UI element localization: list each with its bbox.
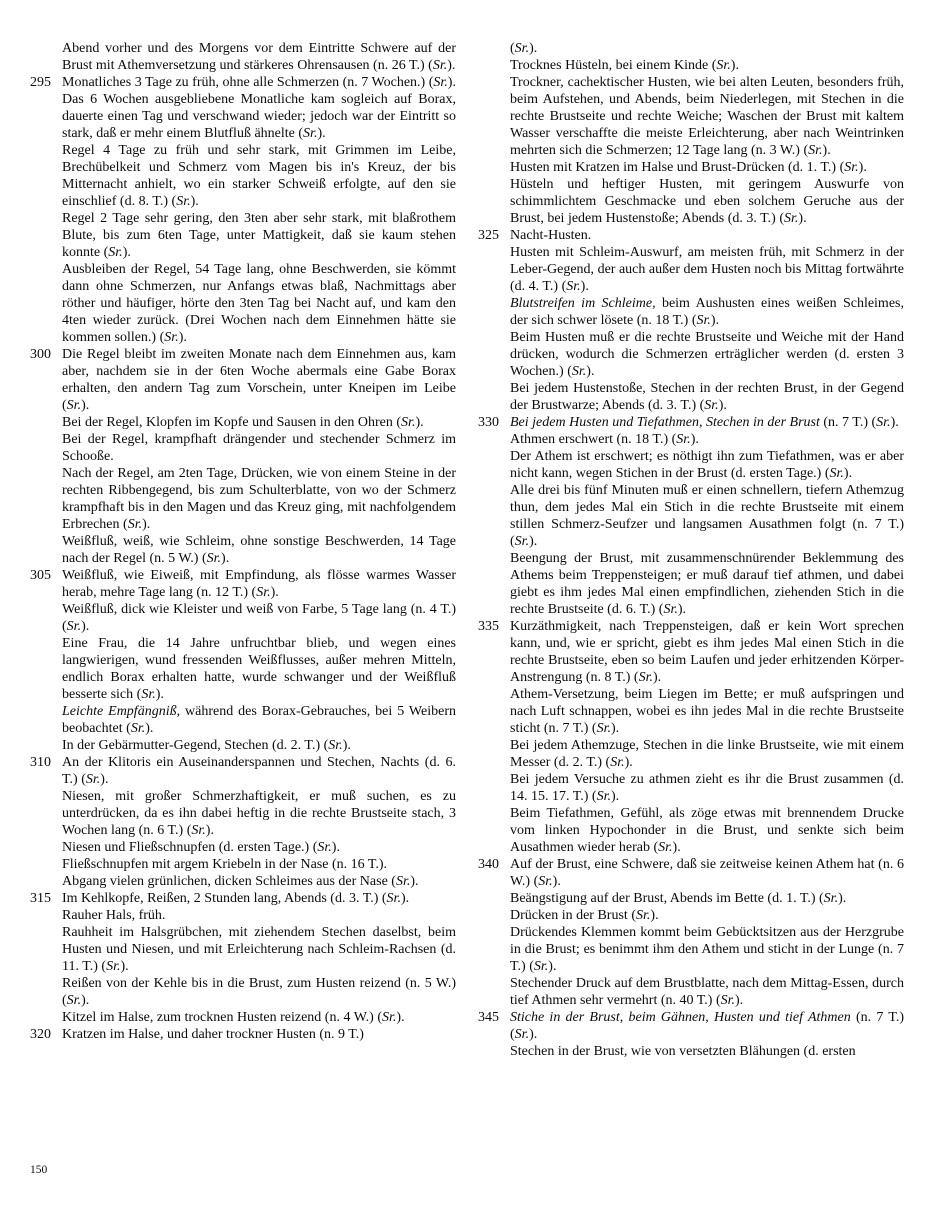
source-abbrev: Sr.	[566, 279, 581, 294]
source-abbrev: Sr.	[784, 211, 799, 226]
entry-number: 305	[30, 568, 51, 583]
source-abbrev: Sr.	[176, 194, 191, 209]
symptom-entry: Nach der Regel, am 2ten Tage, Drücken, wie von einem Steine in der rechten Ribbengegend, bis zum Schulterblatte, von wo der Schmerz krampfhaft bis in den Magen und das Kreuz ging, mit nachfolgendem Erbrechen (Sr.).	[62, 466, 456, 532]
entry-number: 310	[30, 755, 51, 770]
source-abbrev: Sr.	[596, 789, 611, 804]
source-abbrev: Sr.	[141, 687, 156, 702]
entry-number: 330	[478, 415, 499, 430]
entry-number: 295	[30, 75, 51, 90]
entry-number: 335	[478, 619, 499, 634]
numbered-symptom-entry: 335 Kurzäthmigkeit, nach Treppensteigen, daß er kein Wort sprechen kann, und, wie er spricht, giebt es ihm jedes Mal einen Stich in die rechte Brustseite, eben so beim Laufen und jeder erhitzenden Körper-Anstrengung (n. 8 T.) (Sr.).	[478, 619, 904, 685]
italic-lead-text: Stiche in der Brust, beim Gähnen, Husten und tief Athmen	[510, 1010, 851, 1025]
symptom-entry: Weißfluß, weiß, wie Schleim, ohne sonstige Beschwerden, 14 Tage nach der Regel (n. 5 W.) (Sr.).	[62, 534, 456, 566]
source-abbrev: Sr.	[704, 398, 719, 413]
source-abbrev: Sr.	[85, 772, 101, 787]
source-abbrev: Sr.	[401, 415, 416, 430]
numbered-symptom-entry: 315 Im Kehlkopfe, Reißen, 2 Stunden lang, Abends (d. 3. T.) (Sr.).	[30, 891, 410, 906]
symptom-entry: Drückendes Klemmen kommt beim Gebücktsitzen aus der Herzgrube in die Brust; es benimmt ihm den Athem und sticht in der Lunge (n. 7 T.) (Sr.).	[510, 925, 904, 974]
numbered-symptom-entry: 325 Nacht-Husten.	[478, 228, 592, 243]
symptom-entry: Leichte Empfängniß, während des Borax-Gebrauches, bei 5 Weibern beobachtet (Sr.).	[62, 704, 456, 736]
source-abbrev: Sr.	[638, 670, 653, 685]
source-abbrev: Sr.	[191, 823, 206, 838]
symptom-entry: Trockner, cachektischer Husten, wie bei alten Leuten, besonders früh, beim Aufstehen, und Abends, beim Niederlegen, mit Stechen in die rechte Brustseite und rechte Weiche; Waschen der Brust mit kaltem Wasser verschaffte die meiste Erleichterung, aber nach Weintrinken mehrten sich die Schmerzen; 12 Tage lang (n. 3 W.) (Sr.).	[510, 75, 904, 158]
entry-number: 300	[30, 347, 51, 362]
symptom-entry: Beim Tiefathmen, Gefühl, als zöge etwas mit brennendem Drucke vom linken Hypochonder in die Brust, und senkte sich beim Ausathmen wieder herab (Sr.).	[510, 806, 904, 855]
source-abbrev: Sr.	[164, 330, 179, 345]
source-abbrev: Sr.	[823, 891, 839, 906]
source-abbrev: Sr.	[66, 398, 82, 413]
italic-lead-text: Bei jedem Husten und Tiefathmen, Stechen in der Brust	[510, 415, 820, 430]
symptom-entry: Alle drei bis fünf Minuten muß er einen schnellern, tiefern Athemzug thun, dem jedes Mal ein Stich in die rechte Brustseite mit einem stillen Schmerz-Seufzer und langsamen Ausathmen folgt (n. 7 T.) (Sr.).	[510, 483, 904, 549]
source-abbrev: Sr.	[635, 908, 651, 923]
symptom-entry: Athem-Versetzung, beim Liegen im Bette; er muß aufspringen und nach Luft schnappen, wobei es ihn jedes Mal in die rechte Brustseite sticht (n. 7 T.) (Sr.).	[510, 687, 904, 736]
source-abbrev: Sr.	[130, 721, 146, 736]
source-abbrev: Sr.	[538, 874, 553, 889]
source-abbrev: Sr.	[610, 755, 625, 770]
symptom-entry: Husten mit Kratzen im Halse und Brust-Drücken (d. 1. T.) (Sr.).	[510, 160, 867, 175]
source-abbrev: Sr.	[303, 126, 318, 141]
numbered-symptom-entry: 320 Kratzen im Halse, und daher trockner Husten (n. 9 T.)	[30, 1027, 364, 1042]
source-abbrev: Sr.	[829, 466, 844, 481]
left-column	[30, 40, 456, 1060]
entry-number: 325	[478, 228, 499, 243]
source-abbrev: Sr.	[658, 840, 673, 855]
symptom-entry: Bei der Regel, krampfhaft drängender und stechender Schmerz im Schooße.	[62, 432, 456, 464]
entry-number: 320	[30, 1027, 51, 1042]
source-abbrev: Sr.	[808, 143, 823, 158]
source-abbrev: Sr.	[514, 534, 530, 549]
source-abbrev: Sr.	[206, 551, 222, 566]
symptom-entry: Trocknes Hüsteln, bei einem Kinde (Sr.).	[510, 58, 739, 73]
source-abbrev: Sr.	[663, 602, 678, 617]
source-abbrev: Sr.	[433, 75, 448, 90]
symptom-entry: Blutstreifen im Schleime, beim Aushusten eines weißen Schleimes, der sich schwer lösete (n. 18 T.) (Sr.).	[510, 296, 904, 328]
source-abbrev: Sr.	[127, 517, 143, 532]
source-abbrev: Sr.	[108, 245, 123, 260]
source-abbrev: Sr.	[317, 840, 332, 855]
source-abbrev: Sr.	[716, 58, 731, 73]
source-abbrev: Sr.	[720, 993, 736, 1008]
source-abbrev: Sr.	[844, 160, 859, 175]
symptom-entry: Stechender Druck auf dem Brustblatte, nach dem Mittag-Essen, durch tief Athmen sehr vermehrt (n. 40 T.) (Sr.).	[510, 976, 904, 1008]
source-abbrev: Sr.	[381, 1010, 397, 1025]
symptom-entry: Reißen von der Kehle bis in die Brust, zum Husten reizend (n. 5 W.) (Sr.).	[62, 976, 456, 1008]
source-abbrev: Sr.	[596, 721, 611, 736]
symptom-entry: Bei jedem Versuche zu athmen zieht es ihr die Brust zusammen (d. 14. 15. 17. T.) (Sr.).	[510, 772, 904, 804]
source-abbrev: Sr.	[106, 959, 121, 974]
source-abbrev: Sr.	[514, 41, 530, 56]
symptom-entry: In der Gebärmutter-Gegend, Stechen (d. 2. T.) (Sr.).	[62, 738, 351, 753]
symptom-entry: Regel 2 Tage sehr gering, den 3ten aber sehr stark, mit blaßrothem Blute, bis zum 6ten Tage, unter Mattigkeit, daß sie kaum stehen konnte (Sr.).	[62, 211, 456, 260]
symptom-entry: Fließschnupfen mit argem Kriebeln in der Nase (n. 16 T.).	[62, 857, 388, 872]
source-abbrev: Sr.	[386, 891, 401, 906]
symptom-entry: Niesen, mit großer Schmerzhaftigkeit, er muß suchen, es zu unterdrücken, da es ihn dabei heftig in die rechte Brustseite stach, 3 Wochen lang (n. 6 T.) (Sr.).	[62, 789, 456, 838]
source-abbrev: Sr.	[571, 364, 587, 379]
symptom-entry: Bei jedem Hustenstoße, Stechen in der rechten Brust, in der Gegend der Brustwarze; Abends (d. 3. T.) (Sr.).	[510, 381, 904, 413]
symptom-entry: Drücken in der Brust (Sr.).	[510, 908, 659, 923]
symptom-entry: Beängstigung auf der Brust, Abends im Bette (d. 1. T.) (Sr.).	[510, 891, 847, 906]
source-abbrev: Sr.	[66, 619, 82, 634]
source-abbrev: Sr.	[328, 738, 343, 753]
symptom-entry: Husten mit Schleim-Auswurf, am meisten früh, mit Schmerz in der Leber-Gegend, der auch außer dem Husten noch bis Mittag fortwährte (d. 4. T.) (Sr.).	[510, 245, 904, 294]
source-abbrev: Sr.	[66, 993, 82, 1008]
symptom-entry: Bei der Regel, Klopfen im Kopfe und Sausen in den Ohren (Sr.).	[62, 415, 424, 430]
symptom-entry: Ausbleiben der Regel, 54 Tage lang, ohne Beschwerden, sie kömmt dann ohne Schmerzen, nur Anfangs etwas blaß, Nachmittags aber röther und häufiger, hörte den 3ten Tag bei Nacht auf, und kam den 4ten wieder zurück. (Drei Wochen nach dem Einnehmen hätte sie kommen sollen.) (Sr.).	[62, 262, 456, 345]
symptom-entry: Weißfluß, dick wie Kleister und weiß von Farbe, 5 Tage lang (n. 4 T.) (Sr.).	[62, 602, 456, 634]
numbered-symptom-entry: 305 Weißfluß, wie Eiweiß, mit Empfindung, als flösse warmes Wasser herab, mehre Tage lang (n. 12 T.) (Sr.).	[30, 568, 456, 600]
entry-number: 315	[30, 891, 51, 906]
symptom-entry: Regel 4 Tage zu früh und sehr stark, mit Grimmen im Leibe, Brechübelkeit und Schmerz vom Magen bis in's Kreuz, der bis Mitternacht anhielt, wo ein starker Schweiß erfolgte, auf den sie einschlief (d. 8. T.) (Sr.).	[62, 143, 456, 209]
symptom-entry: Eine Frau, die 14 Jahre unfruchtbar blieb, und wegen eines langwierigen, wund fressenden Weißflusses, außer mehren Mitteln, endlich Borax erhalten hatte, wurde schwanger und der Weißfluß besserte sich (Sr.).	[62, 636, 456, 702]
symptom-entry: Rauhheit im Halsgrübchen, mit ziehendem Stechen daselbst, beim Husten und Niesen, und mit Erleichterung nach Schleim-Rachsen (d. 11. T.) (Sr.).	[62, 925, 456, 974]
symptom-entry: Beim Husten muß er die rechte Brustseite und Weiche mit der Hand drücken, wodurch die Schmerzen erträglicher werden (d. ersten 3 Wochen.) (Sr.).	[510, 330, 904, 379]
symptom-entry: Bei jedem Athemzuge, Stechen in die linke Brustseite, wie mit einem Messer (d. 2. T.) (Sr.).	[510, 738, 904, 770]
numbered-symptom-entry: 345 Stiche in der Brust, beim Gähnen, Husten und tief Athmen (n. 7 T.) (Sr.).	[478, 1010, 904, 1042]
numbered-symptom-entry: 295 Monatliches 3 Tage zu früh, ohne alle Schmerzen (n. 7 Wochen.) (Sr.).	[30, 75, 456, 90]
symptom-entry: Athmen erschwert (n. 18 T.) (Sr.).	[510, 432, 699, 447]
italic-lead-text: Blutstreifen im Schleime,	[510, 296, 656, 311]
numbered-symptom-entry: 340 Auf der Brust, eine Schwere, daß sie zeitweise keinen Athem hat (n. 6 W.) (Sr.).	[478, 857, 904, 889]
source-abbrev: Sr.	[514, 1027, 530, 1042]
numbered-symptom-entry: 310 An der Klitoris ein Auseinanderspannen und Stechen, Nachts (d. 6. T.) (Sr.).	[30, 755, 456, 787]
source-abbrev: Sr.	[696, 313, 711, 328]
symptom-entry: (Sr.).	[510, 41, 538, 56]
symptom-entry: Hüsteln und heftiger Husten, mit geringem Auswurfe von schimmlichtem Geschmacke und eben solchem Geruche aus der Brust, bei jedem Hustenstoße; Abends (d. 3. T.) (Sr.).	[510, 177, 904, 226]
numbered-symptom-entry: 300 Die Regel bleibt im zweiten Monate nach dem Einnehmen aus, kam aber, nachdem sie in der 6ten Woche abermals eine Gabe Borax erhalten, den andern Tag zum Vorschein, unter Kneipen im Leibe (Sr.).	[30, 347, 456, 413]
page-number: 150	[30, 1164, 48, 1176]
source-abbrev: Sr.	[533, 959, 549, 974]
symptom-entry: Das 6 Wochen ausgebliebene Monatliche kam sogleich auf Borax, dauerte einen Tag und verschwand wieder; jedoch war der Eintritt so stark, daß er mehr einem Blutfluß ähnelte (Sr.).	[62, 92, 456, 141]
source-abbrev: Sr.	[256, 585, 271, 600]
entry-number: 345	[478, 1010, 499, 1025]
symptom-entry: Niesen und Fließschnupfen (d. ersten Tage.) (Sr.).	[62, 840, 340, 855]
symptom-entry: Kitzel im Halse, zum trocknen Husten reizend (n. 4 W.) (Sr.).	[62, 1010, 405, 1025]
source-abbrev: Sr.	[432, 58, 448, 73]
source-abbrev: Sr.	[876, 415, 891, 430]
right-column	[478, 40, 904, 1060]
symptom-entry: Abgang vielen grünlichen, dicken Schleimes aus der Nase (Sr.).	[62, 874, 419, 889]
symptom-entry: Rauher Hals, früh.	[62, 908, 166, 923]
numbered-symptom-entry: 330 Bei jedem Husten und Tiefathmen, Stechen in der Brust (n. 7 T.) (Sr.).	[478, 415, 899, 430]
symptom-entry: Abend vorher und des Morgens vor dem Eintritte Schwere auf der Brust mit Athemversetzung und stärkeres Ohrensausen (n. 26 T.) (Sr.).	[62, 41, 456, 73]
symptom-entry: Stechen in der Brust, wie von versetzten Blähungen (d. ersten	[510, 1044, 856, 1059]
source-abbrev: Sr.	[676, 432, 691, 447]
symptom-entry: Beengung der Brust, mit zusammenschnürender Beklemmung des Athems beim Treppensteigen; er muß darauf tief athmen, und dabei giebt es ihm jedes Mal einen empfindlichen, ziehenden Stich in die rechte Brustseite (d. 6. T.) (Sr.).	[510, 551, 904, 617]
source-abbrev: Sr.	[395, 874, 411, 889]
italic-lead-text: Leichte Empfängniß,	[62, 704, 181, 719]
entry-number: 340	[478, 857, 499, 872]
symptom-entry: Der Athem ist erschwert; es nöthigt ihn zum Tiefathmen, was er aber nicht kann, wegen Stichen in der Brust (d. ersten Tage.) (Sr.).	[510, 449, 904, 481]
